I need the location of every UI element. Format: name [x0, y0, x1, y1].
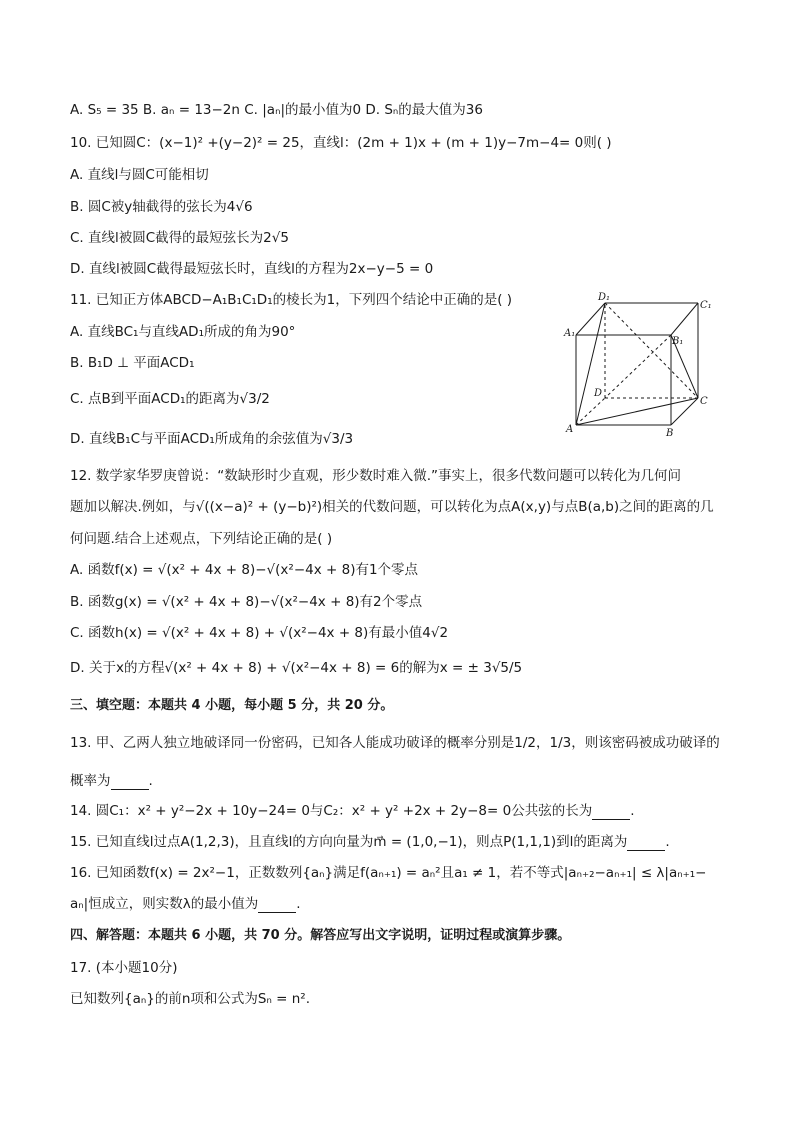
line-text: 13. 甲、乙两人独立地破译同一份密码，已知各人能成功破译的概率分别是1/2，1/3，则该密码被成功破译的	[70, 735, 720, 751]
edge-A1D1	[576, 303, 605, 335]
answer-blank[interactable]	[592, 805, 630, 820]
text-line-q11b	[70, 354, 195, 372]
text-line-q12ob	[70, 593, 422, 611]
label-A1: A₁	[564, 328, 576, 339]
line-text: A. 函数f(x) = √(x² + 4x + 8)−√(x²−4x + 8)有1个零点	[70, 562, 419, 578]
line-text: 题加以解决.例如，与√((x−a)² + (y−b)²)相关的代数问题，可以转化为点A(x,y)与点B(a,b)之间的距离的几	[70, 499, 714, 515]
text-line-q17	[70, 990, 310, 1008]
label-C: C	[700, 396, 708, 407]
edge-AC	[576, 398, 698, 425]
line-text: B. B₁D ⊥ 平面ACD₁	[70, 355, 195, 371]
edge-B1D	[605, 335, 671, 398]
period: .	[296, 896, 301, 912]
line-text: D. 直线l被圆C截得最短弦长时，直线l的方程为2x−y−5 = 0	[70, 261, 434, 277]
line-text: 11. 已知正方体ABCD−A₁B₁C₁D₁的棱长为1，下列四个结论中正确的是( )	[70, 292, 513, 308]
text-line-q10	[70, 134, 612, 152]
label-D: D	[594, 388, 603, 399]
text-line-q16a	[70, 864, 706, 882]
text-line-q10b	[70, 198, 253, 216]
text-line-q10d	[70, 260, 433, 278]
text-line-q11d	[70, 430, 353, 448]
line-text: A. 直线l与圆C可能相切	[70, 167, 209, 183]
label-C1: C₁	[700, 300, 712, 311]
label-B1: B₁	[672, 336, 684, 347]
line-text: 10. 已知圆C：(x−1)² +(y−2)² = 25，直线l：(2m + 1)x + (m + 1)y−7m−4= 0则( )	[70, 135, 612, 151]
period: .	[148, 773, 153, 789]
text-line-q12oc	[70, 624, 448, 642]
edge-BC	[671, 398, 698, 425]
text-line-q11	[70, 291, 512, 309]
text-line-q17t	[70, 959, 177, 977]
line-text: D. 关于x的方程√(x² + 4x + 8) + √(x²−4x + 8) = 6的解为x = ± 3√5/5	[70, 660, 523, 676]
label-D1: D₁	[598, 292, 611, 303]
text-line-q13a	[70, 734, 720, 752]
text-line-q14	[70, 802, 635, 820]
text-line-q12b	[70, 498, 714, 516]
line-text: 14. 圆C₁：x² + y²−2x + 10y−24= 0与C₂：x² + y² +2x + 2y−8= 0公共弦的长为	[70, 803, 593, 819]
line-text: 15. 已知直线l过点A(1,2,3)，且直线l的方向向量为m⃗ = (1,0,−1)，则点P(1,1,1)到l的距离为	[70, 834, 628, 850]
text-line-q12c	[70, 530, 332, 548]
line-text: 已知数列{aₙ}的前n项和公式为Sₙ = n².	[70, 991, 310, 1007]
period: .	[630, 803, 635, 819]
text-line-q13b	[70, 772, 153, 790]
text-line-q11a	[70, 323, 295, 341]
text-line-q12oa	[70, 561, 418, 579]
line-text: C. 函数h(x) = √(x² + 4x + 8) + √(x²−4x + 8)有最小值4√2	[70, 625, 449, 641]
answer-blank[interactable]	[258, 898, 296, 913]
answer-blank[interactable]	[627, 836, 665, 851]
line-text: D. 直线B₁C与平面ACD₁所成角的余弦值为√3/3	[70, 431, 354, 447]
text-line-q12od	[70, 659, 522, 677]
line-text: 12. 数学家华罗庚曾说：“数缺形时少直观，形少数时难入微.”事实上，很多代数问题可以转化为几何问	[70, 468, 682, 484]
line-text: B. 圆C被y轴截得的弦长为4√6	[70, 199, 253, 215]
line-text: 何问题.结合上述观点，下列结论正确的是( )	[70, 531, 333, 547]
line-text: C. 直线l被圆C截得的最短弦长为2√5	[70, 230, 289, 246]
text-line-q10a	[70, 166, 209, 184]
text-line-q11c	[70, 390, 270, 408]
line-text: A. S₅ = 35 B. aₙ = 13−2n C. |aₙ|的最小值为0 D. Sₙ的最大值为36	[70, 102, 483, 118]
label-A: A	[566, 424, 574, 435]
period: .	[665, 834, 670, 850]
text-line-sec4	[70, 927, 570, 945]
edge-B1C1	[671, 303, 698, 335]
line-text: A. 直线BC₁与直线AD₁所成的角为90°	[70, 324, 296, 340]
line-text: C. 点B到平面ACD₁的距离为√3/2	[70, 391, 270, 407]
text-line-q16b	[70, 895, 301, 913]
text-line-sec3	[70, 697, 393, 715]
line-text: 16. 已知函数f(x) = 2x²−1，正数数列{aₙ}满足f(aₙ₊₁) = aₙ²且a₁ ≠ 1，若不等式|aₙ₊₂−aₙ₊₁| ≤ λ|aₙ₊₁−	[70, 865, 707, 881]
text-line-q12a	[70, 467, 681, 485]
answer-blank[interactable]	[111, 775, 149, 790]
line-text: 概率为	[70, 773, 111, 789]
edge-AD1	[576, 303, 605, 425]
text-line-l9opts	[70, 101, 483, 119]
line-text: B. 函数g(x) = √(x² + 4x + 8)−√(x²−4x + 8)有2个零点	[70, 594, 423, 610]
line-text: 四、解答题：本题共 6 小题，共 70 分。解答应写出文字说明，证明过程或演算步骤。	[70, 928, 571, 943]
edge-AD	[576, 398, 605, 425]
edge-D1C	[605, 303, 698, 398]
text-line-q15	[70, 833, 670, 851]
label-B: B	[666, 428, 674, 439]
text-line-q10c	[70, 229, 289, 247]
line-text: 17. (本小题10分)	[70, 960, 178, 976]
cube-figure	[560, 290, 710, 440]
line-text: 三、填空题：本题共 4 小题，每小题 5 分，共 20 分。	[70, 698, 394, 713]
line-text: aₙ|恒成立，则实数λ的最小值为	[70, 896, 259, 912]
